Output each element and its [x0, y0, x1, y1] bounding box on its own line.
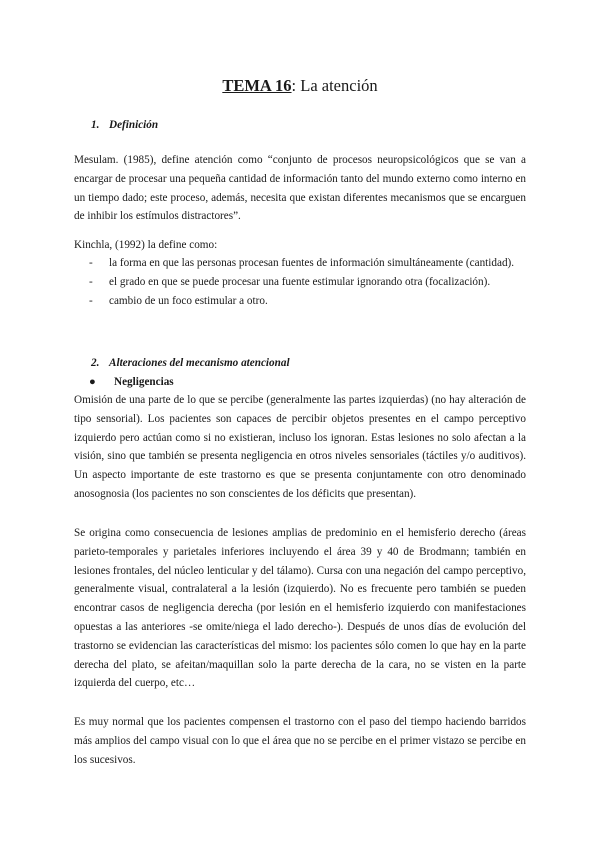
subsection-title: Negligencias [114, 376, 174, 388]
section-title: Alteraciones del mecanismo atencional [109, 357, 290, 369]
section-heading-2 [91, 357, 290, 369]
list-item: - la forma en que las personas procesan fuentes de información simultáneamente (cantidad). [89, 257, 515, 269]
title-main: TEMA 16 [222, 76, 292, 95]
paragraph-negligencias-2: Se origina como consecuencia de lesiones amplias de predominio en el hemisferio derecho (áreas parieto-temporales y parietales inferiores incluyendo el área 39 y 40 de Brodmann; también en lesiones frontales, del núcleo lenticular y del tálamo). Cursa con una negación del campo perceptivo, generalmente visual, contralateral a la lesión (izquierdo). No es frecuente pero también se pueden encontrar casos de negligencia derecha (por lesión en el hemisferio izquierdo con manifestaciones opuestas a las anteriores -se omite/niega el lado derecho-). Después de unos días de evolución del trastorno se evidencian las características del mismo: los pacientes sólo comen lo que hay en la parte derecha del plato, se afeitan/maquillan solo la parte derecha de la cara, no se visten en la parte izquierda del cuerpo, etc… [74, 527, 526, 690]
title-sub: : La atención [291, 76, 378, 95]
page-title [74, 76, 526, 96]
kinchla-list [74, 254, 526, 310]
bullet-icon: ● [89, 376, 96, 388]
section-number: 2. [91, 357, 100, 369]
paragraph-negligencias-3: Es muy normal que los pacientes compensen el trastorno con el paso del tiempo haciendo barridos más amplios del campo visual con lo que el área que no se percibe en el primer vistazo se percibe en los sucesivos. [74, 716, 526, 766]
section-heading-1 [91, 119, 158, 131]
section-title: Definición [109, 119, 159, 131]
subsection-bullet [89, 376, 174, 388]
paragraph-mesulam: Mesulam. (1985), define atención como “conjunto de procesos neuropsicológicos que se van a encargar de procesar una pequeña cantidad de información tanto del mundo externo como interno en un tiempo dado; este proceso, además, necesita que existan diferentes mecanismos que se encarguen de inhibir los estímulos distractores”. [74, 154, 526, 223]
list-item: - el grado en que se puede procesar una fuente estimular ignorando otra (focalización). [89, 275, 491, 288]
list-item: - cambio de un foco estimular a otro. [89, 294, 268, 307]
paragraph-kinchla: Kinchla, (1992) la define como: [74, 239, 218, 251]
paragraph-negligencias-1: Omisión de una parte de lo que se percibe (generalmente las partes izquierdas) (no hay alteración de tipo sensorial). Los pacientes son capaces de percibir objetos presentes en el campo perceptivo izquierdo pero actúan como si no existieran, incluso los ignoran. Estas lesiones no solo afectan a la visión, sino que también se presenta negligencia en otros niveles sensoriales (táctiles y/o auditivos). Un aspecto importante de este trastorno es que se presenta conjuntamente con otro denominado anosognosia (los pacientes no son conscientes de los déficits que presentan). [74, 394, 526, 500]
section-number: 1. [91, 119, 100, 131]
